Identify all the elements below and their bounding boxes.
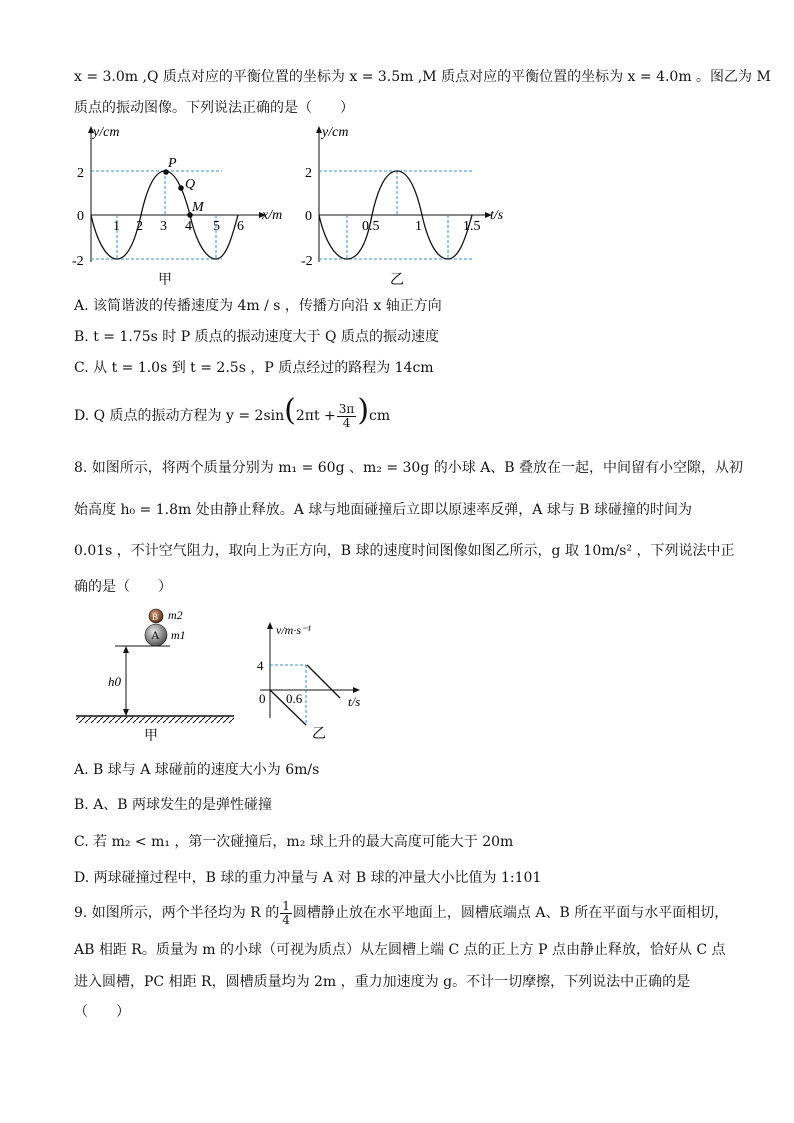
x-tick-6: 6 <box>237 219 244 234</box>
x-tick-4: 4 <box>185 219 192 234</box>
t-tick-0.6: 0.6 <box>286 691 303 706</box>
q7-option-c: C. 从 t = 1.0s 到 t = 2.5s ，P 质点经过的路程为 14cm <box>74 360 434 376</box>
q7-stem-line2: 质点的振动图像。下列说法正确的是（ ） <box>74 100 354 116</box>
q9-stem-line2: AB 相距 R。质量为 m 的小球（可视为质点）从左圆槽上端 C 点的正上方 P 点由静止释放，恰好从 C 点 <box>74 942 726 958</box>
q7-option-b: B. t = 1.75s 时 P 质点的振动速度大于 Q 质点的振动速度 <box>74 329 439 345</box>
ylabel: y/cm <box>93 125 120 140</box>
figure-caption: 甲 <box>158 273 172 288</box>
velocity-segment-2 <box>307 665 332 690</box>
ylabel: y/cm <box>322 125 349 140</box>
q9-stem-line1 <box>74 898 728 928</box>
q8-option-b: B. A、B 两球发生的是弹性碰撞 <box>74 797 273 813</box>
quarter-fraction: $\frac{1}{4}$ <box>282 898 290 927</box>
point-p-label: P <box>168 156 177 171</box>
xlabel: x/m <box>262 208 283 223</box>
right-paren: ) <box>357 393 370 428</box>
q8-stem-line2: 始高度 h₀ = 1.8m 处由静止释放。A 球与地面碰撞后立即以原速率反弹，A 球与 B 球碰撞的时间为 <box>74 502 693 518</box>
t-tick-1: 1 <box>415 219 422 234</box>
q7-option-d <box>74 392 390 430</box>
option-d-unit: cm <box>369 408 391 424</box>
y-tick-neg2: -2 <box>72 254 84 269</box>
m1-label: m1 <box>171 628 186 642</box>
velocity-segment-3 <box>332 690 340 698</box>
x-tick-1: 1 <box>113 219 120 234</box>
q7-option-a: A. 该简谐波的传播速度为 4m / s ，传播方向沿 x 轴正方向 <box>74 298 442 314</box>
q8-stem-line4: 确的是（ ） <box>74 579 172 595</box>
phase-fraction: $\frac{3\pi}{4}$ <box>338 401 355 430</box>
q9-line1-suffix: 圆槽静止放在水平地面上，圆槽底端点 A、B 所在平面与水平面相切， <box>292 905 729 921</box>
origin-label: 0 <box>259 691 266 706</box>
figure-caption: 乙 <box>390 273 404 288</box>
q7-wave-graph <box>72 122 300 290</box>
point-q-label: Q <box>185 177 196 192</box>
y-tick-2: 2 <box>77 166 84 181</box>
xlabel: t/s <box>490 208 504 223</box>
point-m-label: M <box>192 200 204 215</box>
point-q-marker <box>178 185 184 191</box>
q8-balls-figure <box>70 600 250 745</box>
y-tick-2: 2 <box>305 166 312 181</box>
q9-line1-prefix: 9. 如图所示，两个半径均为 R 的 <box>74 905 280 921</box>
left-paren: ( <box>284 393 296 428</box>
x-tick-5: 5 <box>213 219 220 234</box>
figure-caption: 甲 <box>144 729 158 744</box>
ylabel: v/m·s⁻¹ <box>276 623 311 637</box>
x-tick-3: 3 <box>160 219 167 234</box>
h0-label: h0 <box>108 674 121 689</box>
figure-caption: 乙 <box>312 727 326 742</box>
q8-vt-graph <box>250 620 380 745</box>
q9-stem-line3: 进入圆槽，PC 相距 R，圆槽质量均为 2m ，重力加速度为 g。不计一切摩擦，下列说法中正确的是 <box>74 974 691 990</box>
q9-stem-line4: （ ） <box>74 1004 130 1020</box>
q8-option-c: C. 若 m₂ < m₁ ，第一次碰撞后，m₂ 球上升的最大高度可能大于 20m <box>74 834 514 850</box>
option-d-phase: 2πt + <box>295 408 336 424</box>
q8-stem-line1: 8. 如图所示，将两个质量分别为 m₁ = 60g 、m₂ = 30g 的小球 A、B 叠放在一起，中间留有小空隙，从初 <box>74 460 744 476</box>
t-tick-0.5: 0.5 <box>362 219 380 234</box>
q8-option-d: D. 两球碰撞过程中，B 球的重力冲量与 A 对 B 球的冲量大小比值为 1:101 <box>74 870 542 886</box>
q8-option-a: A. B 球与 A 球碰前的速度大小为 6m/s <box>74 762 320 778</box>
y-tick-neg2: -2 <box>301 254 313 269</box>
q7-stem-line1: x = 3.0m ,Q 质点对应的平衡位置的坐标为 x = 3.5m ,M 质点对应的平衡位置的坐标为 x = 4.0m 。图乙为 M <box>74 69 771 85</box>
y-tick-0: 0 <box>77 209 84 224</box>
y-tick-0: 0 <box>305 209 312 224</box>
q7-vibration-graph <box>300 122 520 290</box>
t-tick-1.5: 1.5 <box>463 219 481 234</box>
m2-label: m2 <box>168 608 183 622</box>
x-tick-2: 2 <box>136 219 143 234</box>
option-d-prefix: D. Q 质点的振动方程为 y = 2sin <box>74 408 285 424</box>
xlabel: t/s <box>348 694 361 709</box>
y-tick-4: 4 <box>257 658 264 673</box>
ball-a-letter: A <box>151 628 160 642</box>
q8-stem-line3: 0.01s ，不计空气阻力，取向上为正方向，B 球的速度时间图像如图乙所示，g 取 10m/s² ，下列说法中正 <box>74 543 735 559</box>
ball-b-letter: B <box>152 612 159 622</box>
